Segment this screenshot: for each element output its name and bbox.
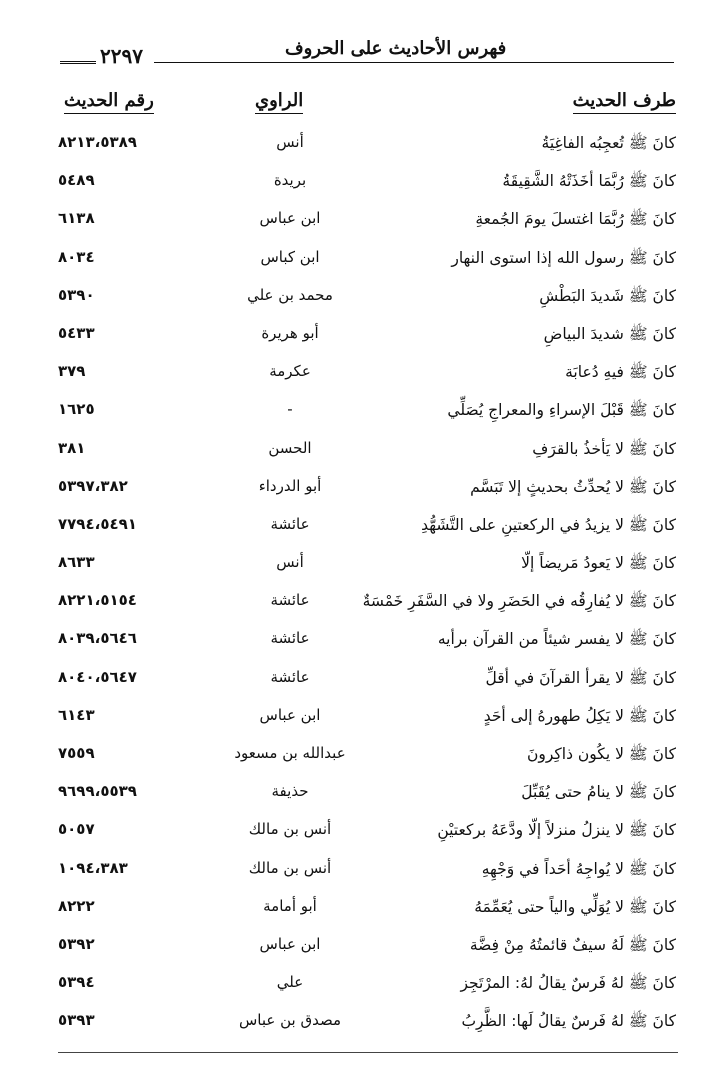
table-row	[50, 969, 678, 1007]
table-row	[50, 587, 678, 625]
hadith-text: كانَ ﷺ لا يكُون ذاكِرونَ	[526, 745, 676, 763]
hadith-number: ٨٦٣٣	[58, 553, 95, 572]
narrator-name: حذيفة	[271, 782, 309, 801]
table-row	[50, 167, 678, 205]
table-row	[50, 435, 678, 473]
table-row	[50, 549, 678, 587]
hadith-text: كانَ ﷺ لا يُحدِّثُ بحديثٍ إلا تَبَسَّم	[470, 477, 676, 496]
hadith-number: ٥٤٨٩	[58, 171, 95, 190]
table-row	[50, 778, 678, 816]
hadith-text: كانَ ﷺ رُبَّمَا اغتسلَ يومَ الجُمعةِ	[475, 210, 676, 229]
narrator-name: عكرمة	[269, 362, 311, 381]
column-header-number: رقم الحديث	[64, 90, 154, 114]
hadith-text: كانَ ﷺ رُبَّمَا أخَذَتْهُ الشَّقِيقَةُ	[502, 172, 676, 191]
hadith-number: ٨٠٣٩،٥٦٤٦	[58, 629, 137, 648]
hadith-text: كانَ ﷺ رسول الله إذا استوى النهار	[451, 248, 676, 267]
table-row	[50, 320, 678, 358]
hadith-number: ٥٣٩٤	[58, 973, 95, 992]
hadith-number: ٨٠٣٤	[58, 247, 95, 266]
table-row	[50, 1007, 678, 1045]
table-row	[50, 511, 678, 549]
narrator-name: عائشة	[270, 514, 310, 533]
table-row	[50, 205, 678, 243]
page-title: فهرس الأحاديث على الحروف	[285, 38, 507, 59]
bottom-rule	[58, 1052, 678, 1053]
hadith-text: كانَ ﷺ لا يقرأ القرآنَ في أقلِّ	[485, 668, 676, 687]
narrator-name: عائشة	[270, 629, 310, 648]
hadith-number: ٥٣٩٢	[58, 934, 95, 953]
narrator-name: أنس بن مالك	[248, 820, 332, 839]
hadith-number: ٦١٣٨	[58, 209, 95, 228]
narrator-name: ابن عباس	[259, 705, 321, 724]
hadith-number: ٧٥٥٩	[58, 744, 95, 762]
hadith-text: كانَ ﷺ لا يُواجِهُ أحَداً في وَجْهِهِ	[481, 859, 676, 878]
table-row	[50, 244, 678, 282]
narrator-name: محمد بن علي	[247, 285, 333, 304]
hadith-number: ٦١٤٣	[58, 705, 95, 724]
hadith-number: ٧٧٩٤،٥٤٩١	[58, 514, 137, 533]
hadith-number: ٥٤٣٣	[58, 323, 95, 342]
hadith-text: كانَ ﷺ لا ينزلُ منزلاً إلّا ودَّعَهُ بركعتيْنِ	[437, 821, 676, 840]
hadith-text: كانَ ﷺ قَبْلَ الإسراءِ والمعراجِ يُصَلِّي	[447, 401, 676, 420]
narrator-name: بريدة	[273, 171, 307, 190]
page-header	[60, 36, 678, 70]
hadith-number: ٥٣٩٧،٣٨٢	[58, 476, 128, 495]
narrator-name: ابن عباس	[259, 934, 321, 953]
narrator-name: علي	[276, 973, 304, 992]
narrator-name: أنس	[276, 553, 304, 572]
narrator-name: أنس	[276, 133, 304, 151]
table-row	[50, 282, 678, 320]
hadith-text: كانَ ﷺ شديدَ البياضِ	[543, 324, 676, 343]
narrator-name: -	[287, 400, 293, 419]
narrator-name: أبو الدرداء	[258, 476, 322, 495]
hadith-text: كانَ ﷺ شَديدَ البَطْشِ	[539, 286, 676, 305]
hadith-text: كانَ ﷺ لا ينامُ حتى يُقَبِّلَ	[521, 783, 676, 802]
hadith-number: ١٦٢٥	[58, 400, 95, 419]
hadith-number: ٨٠٤٠،٥٦٤٧	[58, 667, 137, 686]
hadith-number: ٣٨١	[58, 438, 86, 457]
column-headers	[50, 90, 678, 120]
hadith-text: كانَ ﷺ لَهُ سيفٌ قائمتُهُ مِنْ فِضَّة	[469, 935, 676, 954]
table-row	[50, 625, 678, 663]
hadith-text: كانَ ﷺ تُعجِبُه الفاغِيَةُ	[541, 134, 676, 152]
hadith-index-table	[50, 129, 678, 1046]
narrator-name: ابن كباس	[260, 247, 320, 266]
hadith-text: كانَ ﷺ لا يَأخذُ بالقرَفِ	[532, 439, 676, 458]
column-header-narrator: الراوي	[255, 90, 303, 114]
hadith-number: ٥٣٩٠	[58, 285, 95, 304]
narrator-name: الحسن	[268, 438, 312, 457]
narrator-name: عائشة	[270, 591, 310, 610]
table-row	[50, 702, 678, 740]
column-header-hadith: طرف الحديث	[573, 90, 676, 114]
header-double-rule	[60, 61, 96, 67]
hadith-number: ٥٣٩٣	[58, 1011, 95, 1030]
hadith-text: كانَ ﷺ لا يفسر شيئاً من القرآن برأيه	[437, 630, 676, 649]
table-row	[50, 396, 678, 434]
hadith-text: كانَ ﷺ لا يُوَلِّي والياً حتى يُعَمِّمَهُ	[474, 897, 676, 916]
hadith-text: كانَ ﷺ لا يزيدُ في الركعتينِ على التَّشَهُّدِ	[421, 515, 676, 534]
hadith-number: ١٠٩٤،٣٨٣	[58, 858, 128, 877]
hadith-text: كانَ ﷺ لهُ فَرسٌ يقالُ لَها: الظَّرِبُ	[461, 1012, 676, 1031]
hadith-number: ٨٢٢١،٥١٥٤	[58, 591, 137, 610]
table-row	[50, 358, 678, 396]
hadith-number: ٣٧٩	[58, 362, 86, 381]
table-row	[50, 129, 678, 167]
table-row	[50, 855, 678, 893]
table-row	[50, 893, 678, 931]
narrator-name: عبدالله بن مسعود	[234, 744, 346, 762]
hadith-text: كانَ ﷺ لا يَكِلُ طهورهُ إلى أحَدٍ	[483, 706, 676, 725]
narrator-name: أنس بن مالك	[248, 858, 332, 877]
hadith-number: ٨٢٢٢	[58, 896, 95, 915]
table-row	[50, 931, 678, 969]
table-row	[50, 740, 678, 778]
hadith-text: كانَ ﷺ لهُ فَرسٌ يقالُ لهُ: المرْتَجِز	[460, 974, 676, 993]
page-number: ٢٢٩٧	[100, 44, 143, 68]
narrator-name: أبو أمامة	[263, 896, 317, 915]
header-rule	[154, 62, 674, 63]
hadith-number: ٩٦٩٩،٥٥٣٩	[58, 782, 137, 801]
table-row	[50, 664, 678, 702]
hadith-number: ٨٢١٣،٥٣٨٩	[58, 133, 137, 151]
narrator-name: عائشة	[270, 667, 310, 686]
hadith-text: كانَ ﷺ فيهِ دُعابَة	[565, 363, 676, 382]
table-row	[50, 473, 678, 511]
narrator-name: أبو هريرة	[261, 323, 319, 342]
hadith-text: كانَ ﷺ لا يُفارِقُه في الحَضَرِ ولا في السَّفَرِ خَمْسَةٌ	[362, 592, 676, 611]
narrator-name: مصدق بن عباس	[238, 1011, 342, 1030]
table-row	[50, 816, 678, 854]
hadith-number: ٥٠٥٧	[58, 820, 95, 839]
narrator-name: ابن عباس	[259, 209, 321, 228]
hadith-text: كانَ ﷺ لا يَعودُ مَريضاً إلّا	[521, 554, 676, 573]
